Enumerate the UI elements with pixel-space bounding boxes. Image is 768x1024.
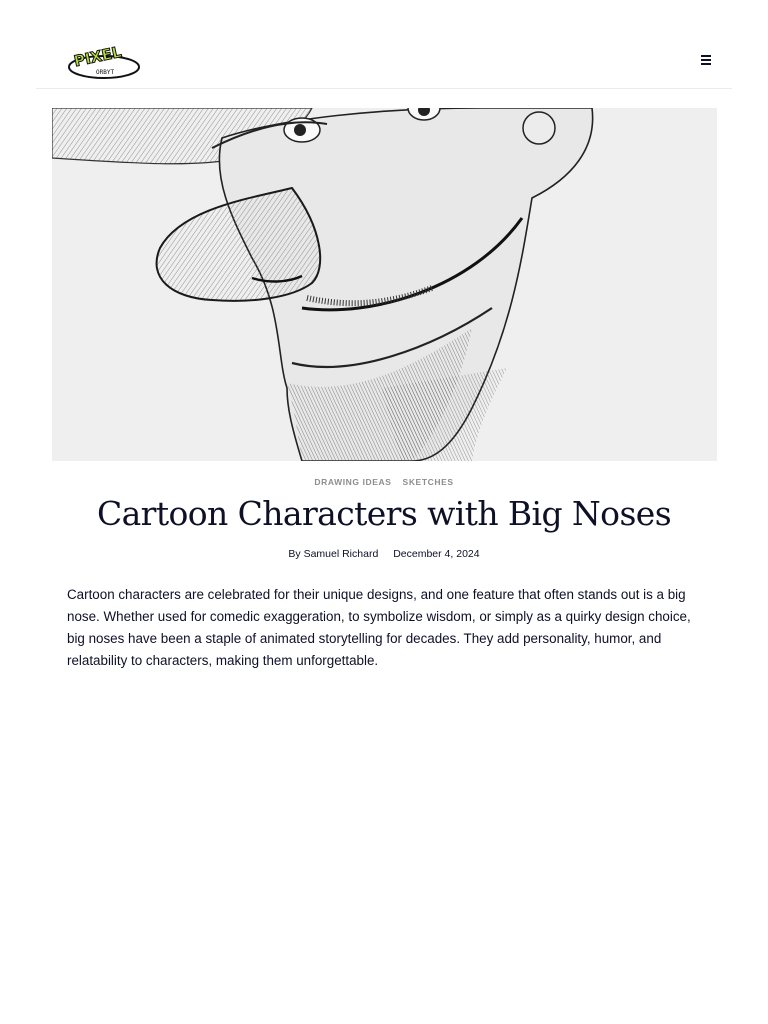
category-drawing-ideas[interactable]: DRAWING IDEAS: [314, 477, 392, 487]
page-title: Cartoon Characters with Big Noses: [96, 494, 672, 533]
hero-image: [52, 108, 717, 461]
post-meta: [0, 548, 768, 560]
logo-text-bottom: ORBYT: [96, 69, 115, 76]
cartoon-sketch-illustration: [52, 108, 717, 461]
hamburger-line: [701, 63, 711, 65]
article-excerpt: Cartoon characters are celebrated for their unique designs, and one feature that often stands out is a big nose. Whether used for comedic exaggeration, to symbolize wisdom, or simply as a quirky design choice, big noses have been a staple of animated storytelling for decades. They add personality, humor, and relatability to characters, making them unforgettable.: [67, 587, 691, 668]
site-header: [36, 34, 732, 89]
byline: [288, 548, 378, 560]
post-date: December 4, 2024: [393, 548, 480, 560]
category-sketches[interactable]: SKETCHES: [402, 477, 454, 487]
category-links: [0, 477, 768, 487]
hamburger-icon[interactable]: [698, 52, 714, 68]
hamburger-line: [701, 55, 711, 57]
hamburger-line: [701, 59, 711, 61]
site-logo[interactable]: [66, 40, 144, 82]
author-link[interactable]: Samuel Richard: [303, 548, 379, 560]
by-prefix: By: [288, 548, 301, 560]
logo-text-top: PIXEL: [72, 42, 124, 71]
